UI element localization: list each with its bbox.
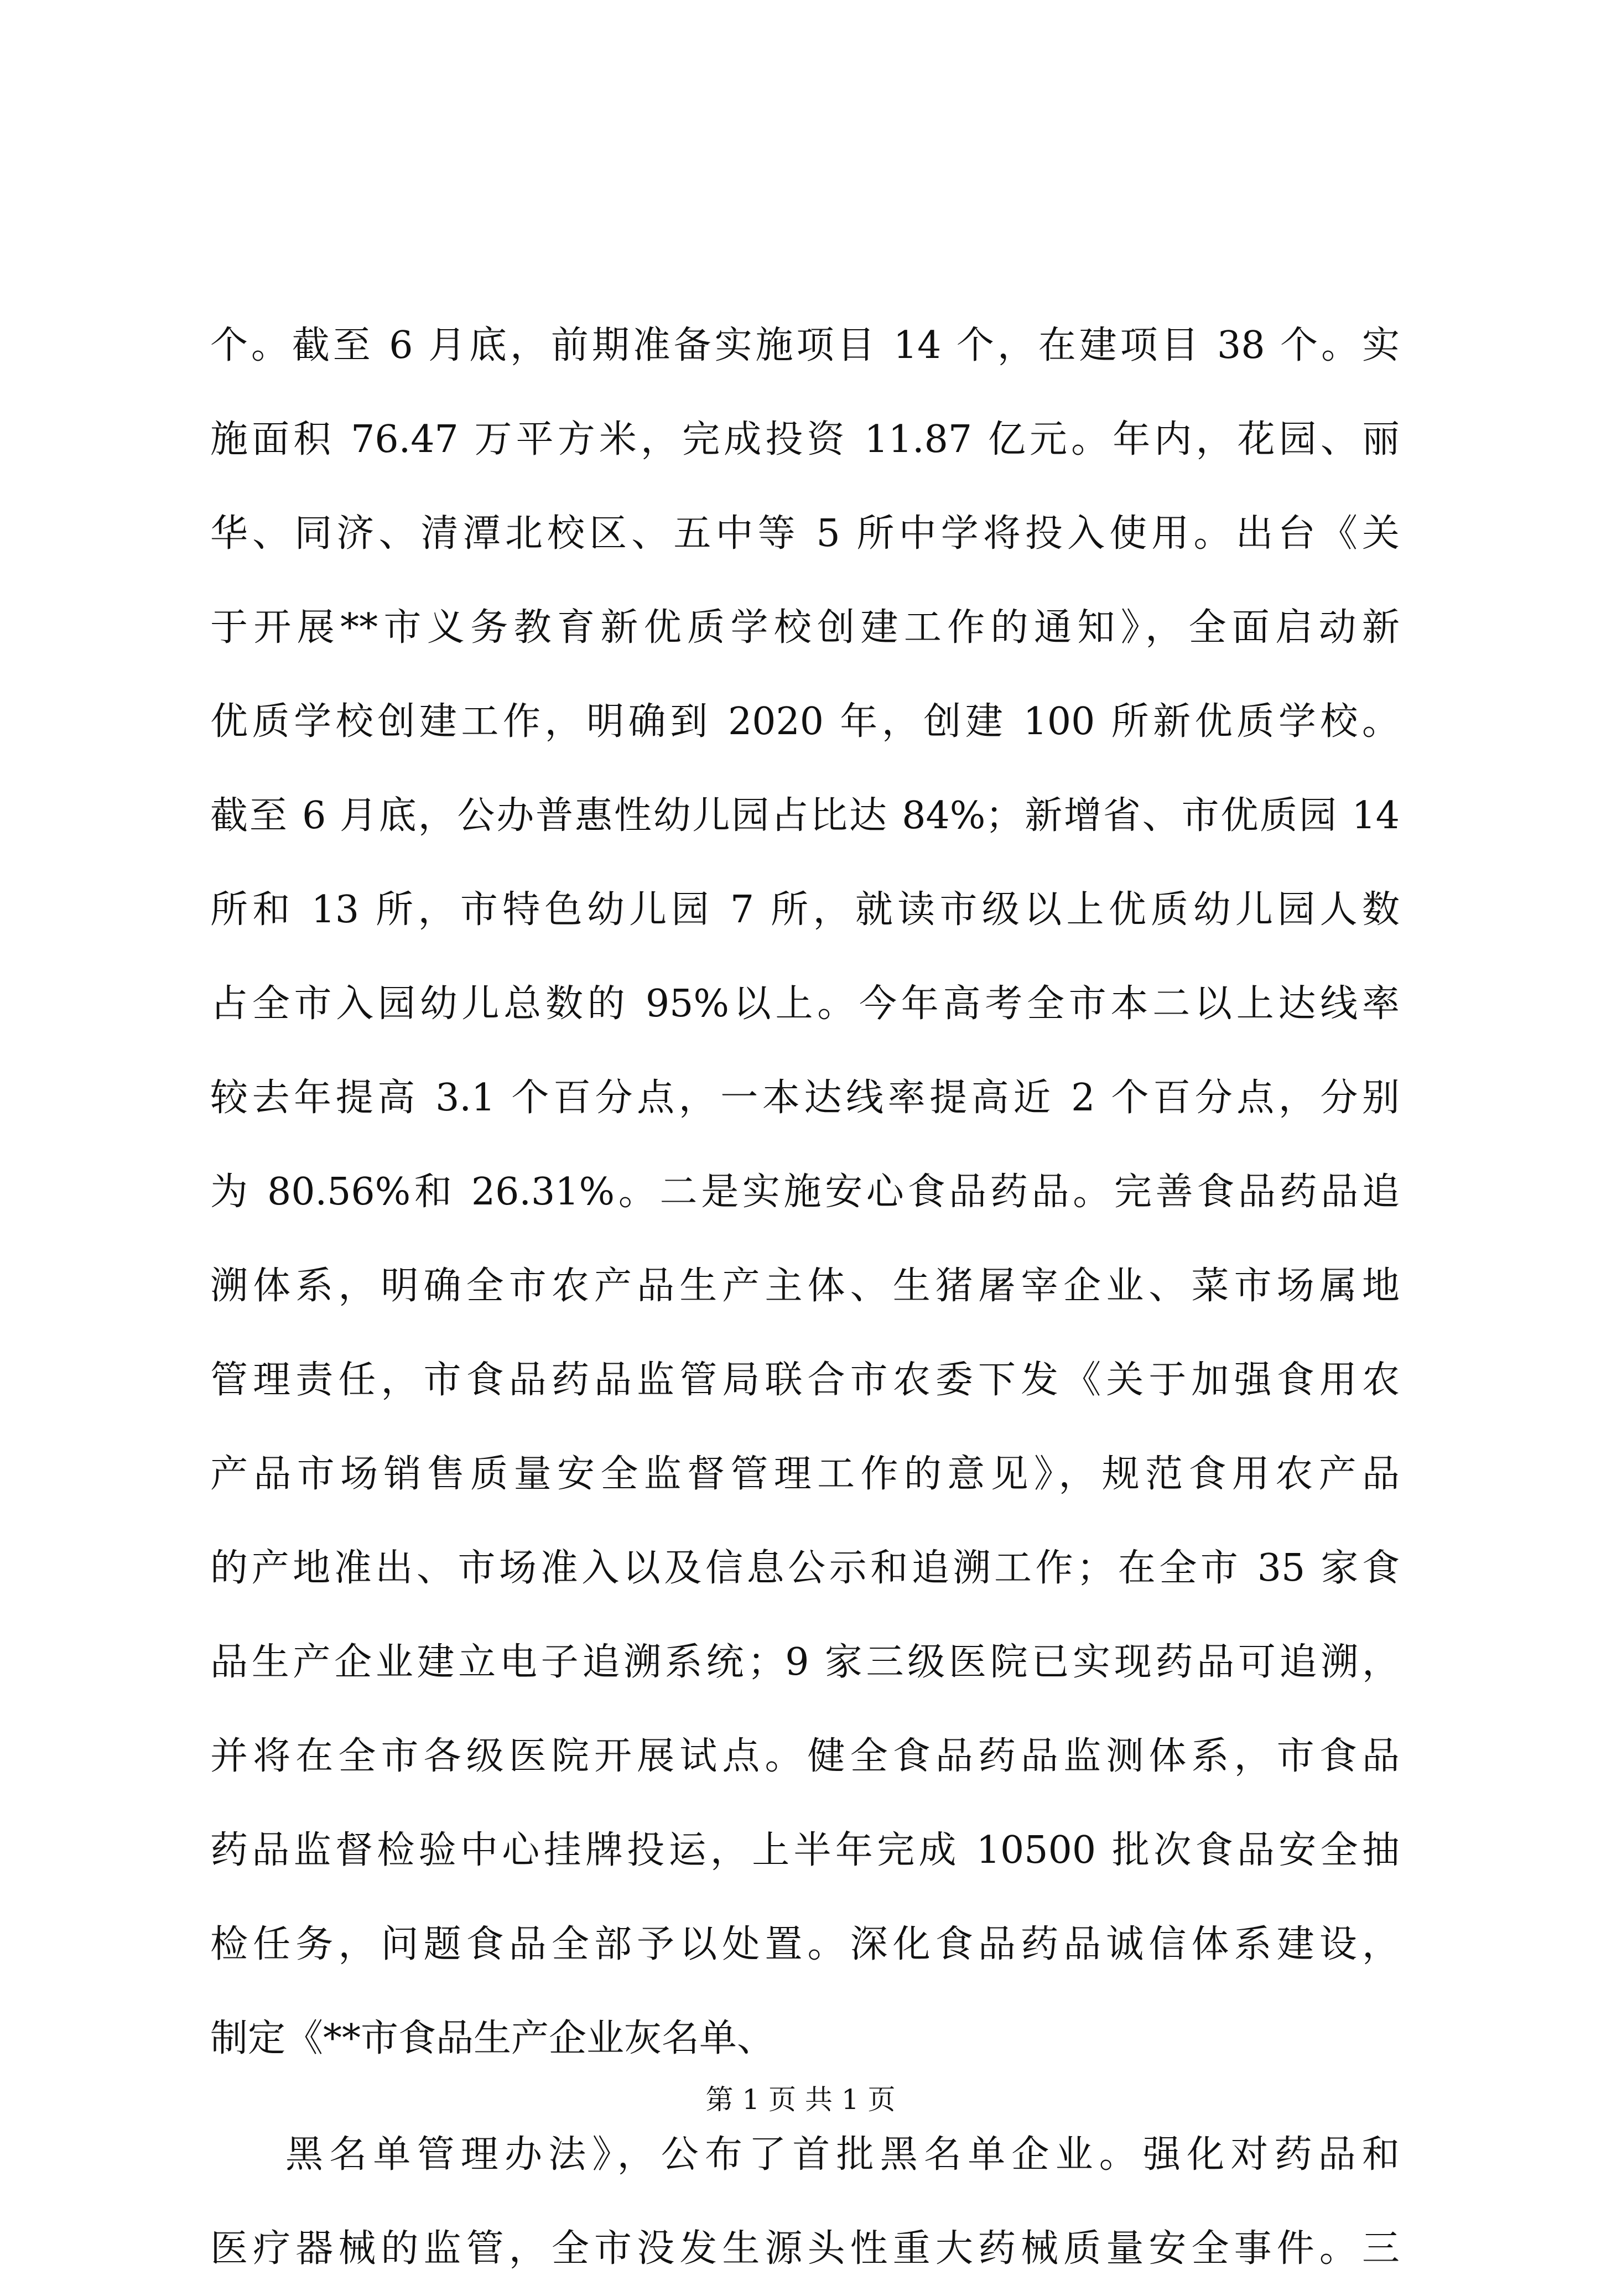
document-body (210, 299, 1400, 2296)
text-line: 制定《**市食品生产企业灰名单、 (210, 2017, 775, 2060)
text-line: 溯体系，明确全市农产品生产主体、生猪屠宰企业、菜市场属地 (210, 1264, 1400, 1308)
text-line: 的产地准出、市场准入以及信息公示和追溯工作；在全市 35 家食 (210, 1546, 1400, 1590)
text-line: 较去年提高 3.1 个百分点，一本达线率提高近 2 个百分点，分别 (210, 1076, 1400, 1120)
text-line: 优质学校创建工作，明确到 2020 年，创建 100 所新优质学校。 (210, 700, 1400, 744)
text-line: 华、同济、清潭北校区、五中等 5 所中学将投入使用。出台《关 (210, 512, 1400, 555)
text-line: 所和 13 所，市特色幼儿园 7 所，就读市级以上优质幼儿园人数 (210, 888, 1400, 932)
page-footer: 第 1 页 共 1 页 (705, 2084, 896, 2116)
text-line: 为 80.56%和 26.31%。二是实施安心食品药品。完善食品药品追 (210, 1170, 1400, 1214)
text-line: 产品市场销售质量安全监督管理工作的意见》，规范食用农产品 (210, 1452, 1400, 1496)
text-line: 管理责任，市食品药品监管局联合市农委下发《关于加强食用农 (210, 1358, 1400, 1402)
text-line: 药品监督检验中心挂牌投运，上半年完成 10500 批次食品安全抽 (210, 1829, 1400, 1872)
text-line: 于开展**市义务教育新优质学校创建工作的通知》，全面启动新 (210, 606, 1400, 650)
paragraph-2 (210, 2108, 1400, 2296)
text-line: 截至 6 月底，公办普惠性幼儿园占比达 84%；新增省、市优质园 14 (210, 794, 1400, 838)
text-line: 品生产企业建立电子追溯系统；9 家三级医院已实现药品可追溯， (210, 1640, 1400, 1684)
text-line: 检任务，问题食品全部予以处置。深化食品药品诚信体系建设， (210, 1923, 1400, 1966)
paragraph-1 (210, 299, 1400, 2086)
text-line: 并将在全市各级医院开展试点。健全食品药品监测体系，市食品 (210, 1734, 1400, 1778)
text-line: 医疗器械的监管，全市没发生源头性重大药械质量安全事件。三 (210, 2227, 1400, 2271)
text-line: 个。截至 6 月底，前期准备实施项目 14 个，在建项目 38 个。实 (210, 324, 1400, 367)
text-line: 施面积 76.47 万平方米，完成投资 11.87 亿元。年内，花园、丽 (210, 418, 1400, 461)
text-line: 黑名单管理办法》，公布了首批黑名单企业。强化对药品和 (285, 2133, 1400, 2176)
text-line: 占全市入园幼儿总数的 95%以上。今年高考全市本二以上达线率 (210, 982, 1400, 1026)
